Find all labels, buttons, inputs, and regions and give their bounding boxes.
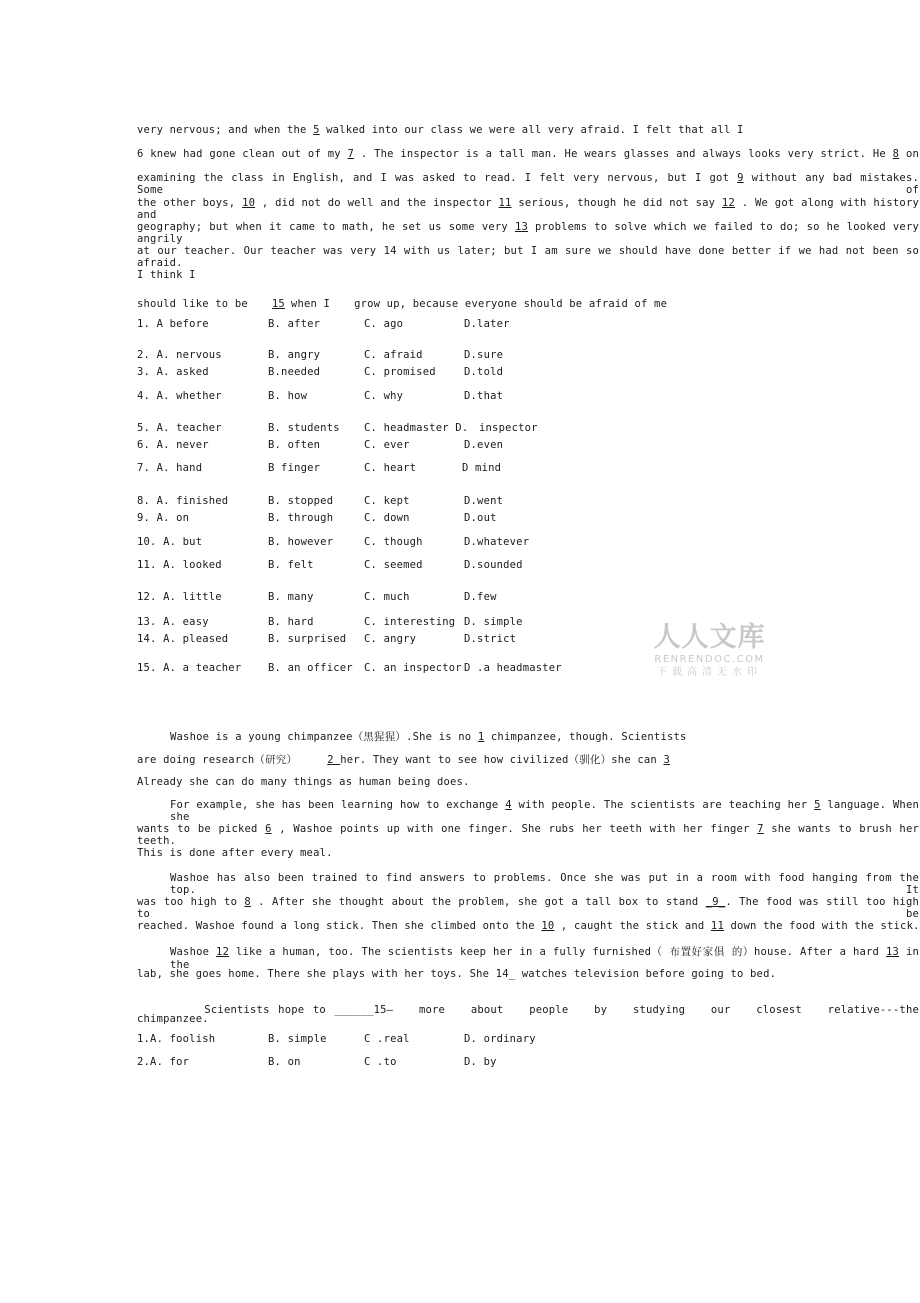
question-option-c: C. promised <box>364 366 436 378</box>
question-option-a: 15. A. a teacher <box>137 662 242 674</box>
question-option-d: D.sure <box>464 349 504 361</box>
question-option-a: 5. A. teacher <box>137 422 222 434</box>
blank-1: 1 <box>477 731 485 743</box>
question-option-b: B. felt <box>268 559 314 571</box>
question-option-d: D. ordinary <box>464 1033 536 1045</box>
passage2-line: Already she can do many things as human being does. <box>137 776 470 788</box>
question-option-c: C. interesting <box>364 616 456 628</box>
question-option-d: D.later <box>464 318 510 330</box>
passage2-line: Washoe is a young chimpanzee（黑猩猩）.She is no 1 chimpanzee, though. Scientists <box>170 731 687 743</box>
question-option-b: B. an officer <box>268 662 353 674</box>
question-option-d: D .a headmaster <box>464 662 562 674</box>
question-option-c: C. down <box>364 512 410 524</box>
blank-2: 2 <box>327 754 341 766</box>
question-option-d: D.few <box>464 591 497 603</box>
passage1-line: very nervous; and when the 5 walked into our class we were all very afraid. I felt that all I <box>137 124 744 136</box>
passage2-line: chimpanzee. <box>137 1013 209 1025</box>
passage2-line: Washoe 12 like a human, too. The scientists keep her in a fully furnished（ 布置好家俱 的）house. After a hard 13 in the <box>170 946 919 971</box>
question-option-c: C. afraid <box>364 349 423 361</box>
question-option-a: 1.A. foolish <box>137 1033 216 1045</box>
question-option-c: C. heart <box>364 462 417 474</box>
question-option-d: D.went <box>464 495 504 507</box>
question-option-c: C. seemed <box>364 559 423 571</box>
passage2-line: was too high to 8 . After she thought about the problem, she got a tall box to stand _9_. The food was still too high to be <box>137 896 919 920</box>
watermark-logo: 人人文库 <box>653 622 766 653</box>
question-option-b: B. often <box>268 439 321 451</box>
question-option-a: 11. A. looked <box>137 559 222 571</box>
blank-13: 13 <box>886 946 900 958</box>
question-option-c: C. ago <box>364 318 404 330</box>
question-option-a: 2. A. nervous <box>137 349 222 361</box>
question-option-c: C. angry <box>364 633 417 645</box>
blank-9: 9 <box>737 172 744 184</box>
question-option-a: 7. A. hand <box>137 462 203 474</box>
blank-12: 12 <box>721 197 735 209</box>
question-option-a: 9. A. on <box>137 512 190 524</box>
question-option-b: B. stopped <box>268 495 334 507</box>
blank-8: 8 <box>244 896 251 908</box>
passage1-line: I think I <box>137 269 196 281</box>
question-option-c: C .real <box>364 1033 410 1045</box>
watermark <box>647 622 772 680</box>
question-option-d: D. by <box>464 1056 497 1068</box>
question-option-b: B. students <box>268 422 340 434</box>
passage2-line: reached. Washoe found a long stick. Then she climbed onto the 10 , caught the stick and 11 down the food with the stick. <box>137 920 920 932</box>
passage1-line: examining the class in English, and I was asked to read. I felt very nervous, but I got 9 without any bad mistakes. Some of <box>137 172 919 196</box>
passage2-line: lab, she goes home. There she plays with her toys. She 14_ watches television before going to bed. <box>137 968 777 980</box>
question-option-b: B.needed <box>268 366 321 378</box>
question-option-a: 12. A. little <box>137 591 222 603</box>
blank-5: 5 <box>814 799 821 811</box>
question-option-b: B. angry <box>268 349 321 361</box>
passage1-line: the other boys, 10 , did not do well and the inspector 11 serious, though he did not say 12 . We got along with history and <box>137 197 919 221</box>
blank-3: 3 <box>663 754 670 766</box>
question-option-c: C. though <box>364 536 423 548</box>
question-option-a: 10. A. but <box>137 536 203 548</box>
passage2-line: are doing research（研究） 2 her. They want to see how civilized（驯化）she can 3 <box>137 754 670 766</box>
question-option-c: C. kept <box>364 495 410 507</box>
blank-6: 6 <box>265 823 272 835</box>
question-option-c: C. ever <box>364 439 410 451</box>
question-option-b: B. surprised <box>268 633 347 645</box>
question-option-d: inspector <box>479 422 538 434</box>
question-option-a: 4. A. whether <box>137 390 222 402</box>
question-option-c: C. much <box>364 591 410 603</box>
question-option-d: D.sounded <box>464 559 523 571</box>
question-option-b: B. hard <box>268 616 314 628</box>
question-option-b: B. however <box>268 536 334 548</box>
question-option-a: 3. A. asked <box>137 366 209 378</box>
blank-7: 7 <box>757 823 764 835</box>
question-option-a: 6. A. never <box>137 439 209 451</box>
blank-10: 10 <box>541 920 555 932</box>
question-option-d: D.that <box>464 390 504 402</box>
passage2-line: This is done after every meal. <box>137 847 333 859</box>
question-option-d: D mind <box>462 462 502 474</box>
watermark-subtitle: 下载高清无水印 <box>657 667 762 678</box>
question-option-c: C. headmaster D. <box>364 422 469 434</box>
blank-9: _9_ <box>705 896 726 908</box>
question-option-b: B. how <box>268 390 308 402</box>
blank-15: 15 <box>271 298 285 310</box>
question-option-d: D.strict <box>464 633 517 645</box>
passage1-line: should like to be 15 when I grow up, because everyone should be afraid of me <box>137 298 668 310</box>
question-option-d: D.out <box>464 512 497 524</box>
blank-8: 8 <box>892 148 900 160</box>
passage2-line: wants to be picked 6 , Washoe points up with one finger. She rubs her teeth with her finger 7 she wants to brush her teeth. <box>137 823 919 847</box>
blank-10: 10 <box>242 197 256 209</box>
question-option-d: D. simple <box>464 616 523 628</box>
question-option-b: B. many <box>268 591 314 603</box>
passage2-line: Scientists hope to ______15— more about people by studying our closest relative---the <box>204 1004 919 1016</box>
question-option-c: C .to <box>364 1056 397 1068</box>
question-option-b: B. through <box>268 512 334 524</box>
question-option-a: 8. A. finished <box>137 495 229 507</box>
passage1-line: geography; but when it came to math, he set us some very 13 problems to solve which we failed to do; so he looked very angrily <box>137 221 919 245</box>
blank-11: 11 <box>710 920 724 932</box>
passage2-line: For example, she has been learning how to exchange 4 with people. The scientists are teaching her 5 language. When she <box>170 799 919 823</box>
passage2-line: Washoe has also been trained to find answers to problems. Once she was put in a room with food hanging from the top. It <box>170 872 919 896</box>
passage1-line: at our teacher. Our teacher was very 14 with us later; but I am sure we should have done better if we had not been so afraid. <box>137 245 919 269</box>
question-option-c: C. why <box>364 390 404 402</box>
question-option-b: B. simple <box>268 1033 327 1045</box>
blank-5: 5 <box>313 124 320 136</box>
passage1-line: 6 knew had gone clean out of my 7 . The inspector is a tall man. He wears glasses and always looks very strict. He 8 on <box>137 148 919 160</box>
blank-11: 11 <box>498 197 512 209</box>
question-option-b: B. after <box>268 318 321 330</box>
blank-7: 7 <box>347 148 355 160</box>
blank-4: 4 <box>505 799 512 811</box>
question-option-d: D.even <box>464 439 504 451</box>
question-option-d: D.told <box>464 366 504 378</box>
question-option-c: C. an inspector <box>364 662 462 674</box>
question-option-d: D.whatever <box>464 536 530 548</box>
blank-12: 12 <box>216 946 230 958</box>
question-option-a: 1. A before <box>137 318 209 330</box>
watermark-url: RENRENDOC.COM <box>654 654 765 665</box>
question-option-b: B. on <box>268 1056 301 1068</box>
question-option-a: 13. A. easy <box>137 616 209 628</box>
blank-13: 13 <box>514 221 528 233</box>
question-option-b: B finger <box>268 462 321 474</box>
question-option-a: 14. A. pleased <box>137 633 229 645</box>
question-option-a: 2.A. for <box>137 1056 190 1068</box>
